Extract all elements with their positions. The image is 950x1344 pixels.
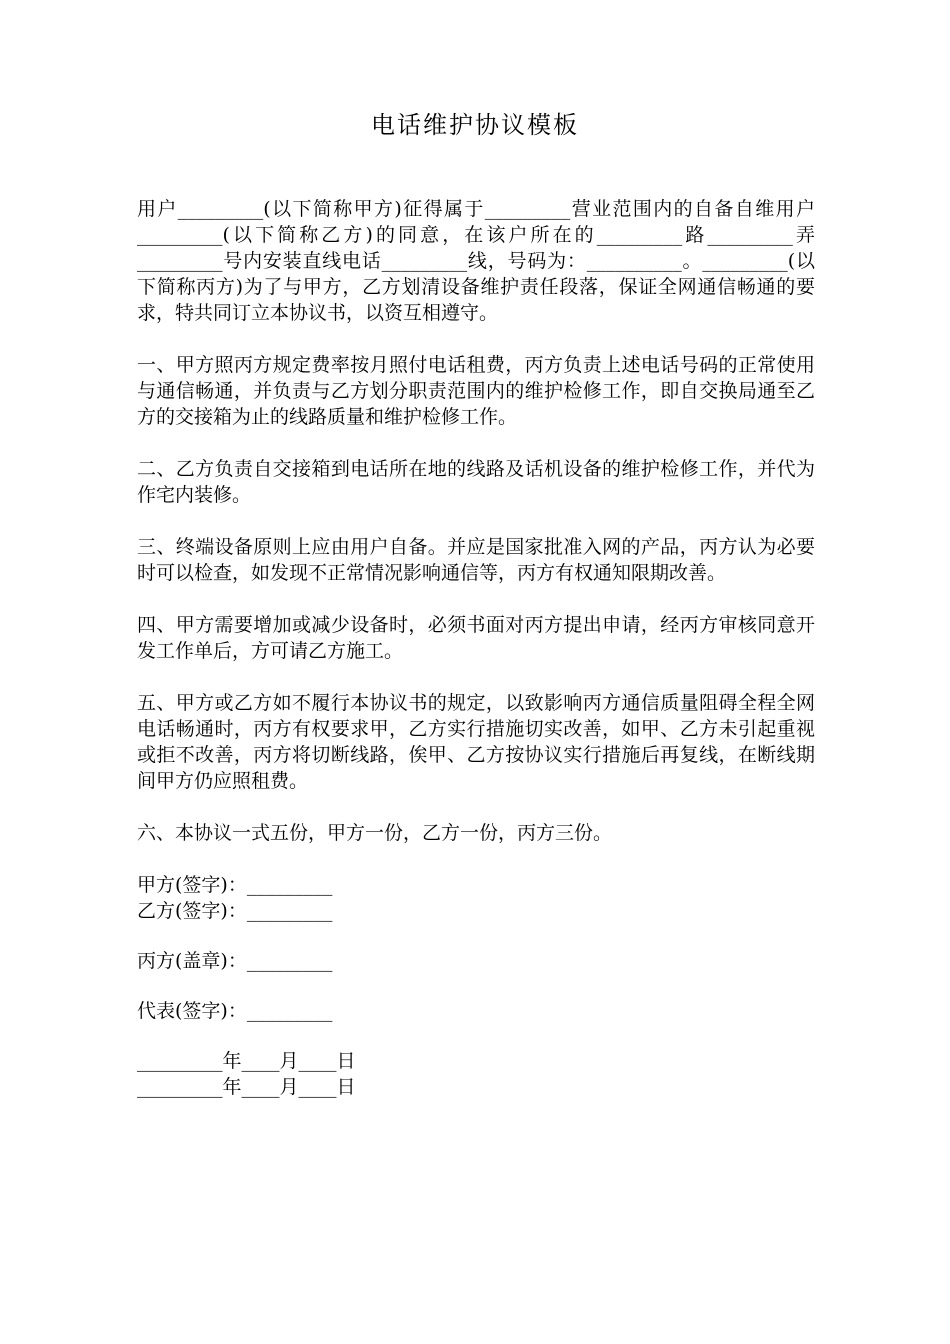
clause-6: 六、本协议一式五份，甲方一份，乙方一份，丙方三份。 bbox=[137, 822, 613, 844]
intro-paragraph: 用户_________(以下简称甲方)征得属于_________营业范围内的自备自维用户_________(以下简称乙方)的同意，在该户所在的_________路_________弄_________号内安装直线电话_________线，号码为：__________。_________(以下简称丙方)为了与甲方，乙方划清设备维护责任段落，保证全网通信畅通的要求，特共同订立本协议书，以资互相遵守。 bbox=[137, 198, 815, 324]
clause-5: 五、甲方或乙方如不履行本协议书的规定，以致影响丙方通信质量阻碍全程全网电话畅通时，丙方有权要求甲，乙方实行措施切实改善，如甲、乙方未引起重视或拒不改善，丙方将切断线路，俟甲、乙方按协议实行措施后再复线，在断线期间甲方仍应照租费。 bbox=[137, 692, 815, 792]
clause-1: 一、甲方照丙方规定费率按月照付电话租费，丙方负责上述电话号码的正常使用与通信畅通，并负责与乙方划分职责范围内的维护检修工作，即自交换局通至乙方的交接箱为止的线路质量和维护检修工作。 bbox=[137, 354, 815, 428]
document-body bbox=[137, 196, 815, 1100]
clause-4: 四、甲方需要增加或减少设备时，必须书面对丙方提出申请，经丙方审核同意开发工作单后，方可请乙方施工。 bbox=[137, 614, 815, 662]
date-line-2: _________年____月____日 bbox=[137, 1076, 356, 1098]
clause-3: 三、终端设备原则上应由用户自备。并应是国家批准入网的产品，丙方认为必要时可以检查，如发现不正常情况影响通信等，丙方有权通知限期改善。 bbox=[137, 536, 815, 584]
document-title: 电话维护协议模板 bbox=[371, 111, 579, 139]
representative-signature: 代表(签字)：_________ bbox=[137, 1000, 333, 1022]
party-b-signature: 乙方(签字)：_________ bbox=[137, 900, 333, 922]
date-line-1: _________年____月____日 bbox=[137, 1050, 356, 1072]
clause-2: 二、乙方负责自交接箱到电话所在地的线路及话机设备的维护检修工作，并代为作宅内装修。 bbox=[137, 458, 815, 506]
party-c-seal: 丙方(盖章)：_________ bbox=[137, 950, 333, 972]
party-a-signature: 甲方(签字)：_________ bbox=[137, 874, 333, 896]
